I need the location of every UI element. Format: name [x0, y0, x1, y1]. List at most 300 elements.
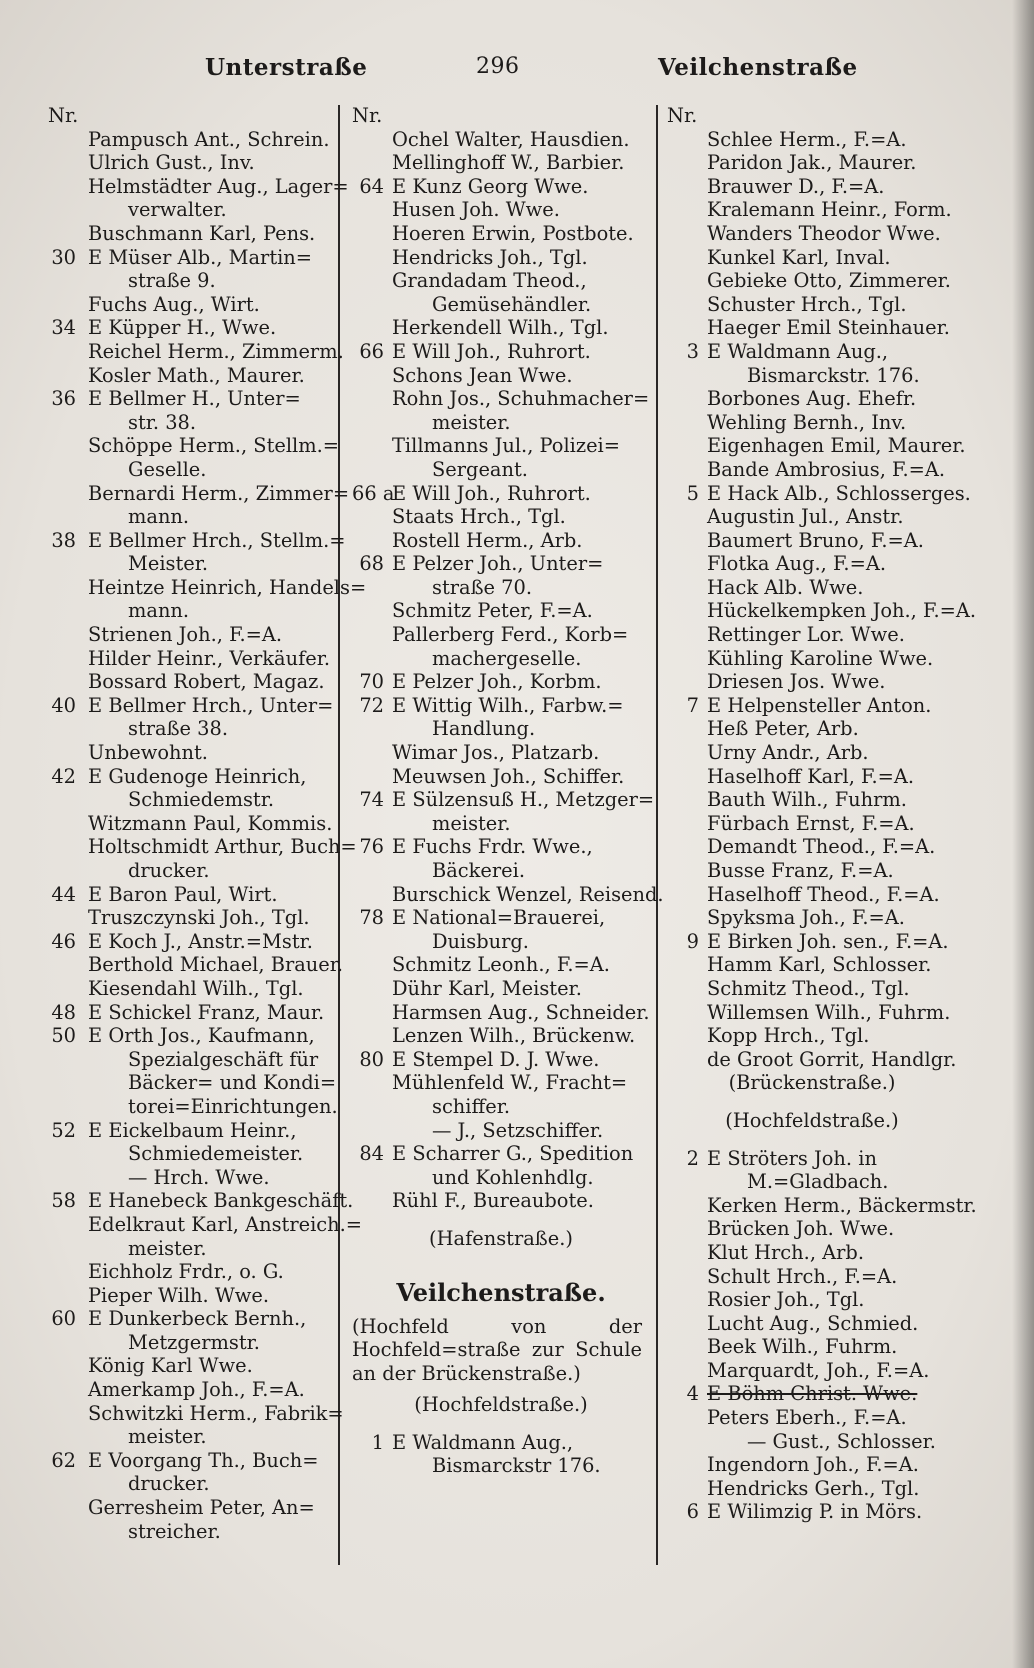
- resident-entry: Willemsen Wilh., Fuhrm.: [707, 1000, 951, 1024]
- resident-entry: Schmitz Peter, F.=A.: [392, 599, 593, 623]
- directory-entry: [352, 741, 650, 765]
- resident-entry: Driesen Jos. Wwe.: [707, 670, 886, 694]
- house-number: 76: [359, 835, 384, 859]
- resident-entry: Urny Andr., Arb.: [707, 741, 869, 765]
- directory-entry: [667, 1359, 957, 1383]
- directory-entry: [352, 1024, 650, 1048]
- resident-entry: Buschmann Karl, Pens.: [88, 221, 316, 245]
- resident-entry: Haeger Emil Steinhauer.: [707, 316, 950, 340]
- directory-entry: [48, 1284, 338, 1308]
- resident-entry: Baumert Bruno, F.=A.: [707, 528, 924, 552]
- resident-entry: E Voorgang Th., Buch=: [88, 1448, 319, 1472]
- directory-entry: [667, 222, 957, 246]
- resident-entry: Schmitz Theod., Tgl.: [707, 976, 910, 1000]
- house-number: 9: [686, 929, 699, 953]
- resident-entry: Geselle.: [128, 457, 207, 481]
- house-number: 66 a: [352, 481, 395, 505]
- directory-entry: [48, 623, 338, 647]
- directory-entry: [667, 1477, 957, 1501]
- resident-entry: Berthold Michael, Brauer.: [88, 953, 344, 977]
- resident-entry: Helmstädter Aug., Lager=: [88, 174, 349, 198]
- house-number: 7: [686, 693, 699, 717]
- directory-entry: [48, 953, 344, 977]
- directory-entry: [352, 128, 650, 152]
- resident-entry: Lucht Aug., Schmied.: [707, 1311, 919, 1335]
- resident-entry: Tillmanns Jul., Polizei=: [392, 434, 621, 458]
- house-number: 6: [686, 1500, 699, 1524]
- house-number: 36: [51, 387, 76, 411]
- directory-entry: [48, 1119, 338, 1143]
- resident-entry: Schöppe Herm., Stellm.=: [88, 434, 340, 458]
- directory-entry: [48, 505, 338, 529]
- house-number: 5: [686, 481, 699, 505]
- directory-entry: [667, 1217, 957, 1241]
- directory-entry: [48, 316, 338, 340]
- spacer: [352, 1417, 650, 1431]
- resident-entry: Brauwer D., F.=A.: [707, 174, 885, 198]
- directory-entry: [48, 694, 338, 718]
- resident-entry: E Waldmann Aug.,: [392, 1430, 574, 1454]
- directory-entry: [667, 1406, 957, 1430]
- directory-entry: [352, 576, 650, 600]
- directory-entry: [667, 953, 957, 977]
- directory-entry: [667, 647, 957, 671]
- house-number: 60: [51, 1307, 76, 1331]
- directory-entry: [667, 741, 957, 765]
- directory-entry: [667, 1193, 977, 1218]
- directory-entry: [667, 529, 957, 553]
- resident-entry: E Scharrer G., Spedition: [392, 1142, 634, 1166]
- directory-entry: [352, 812, 650, 836]
- resident-entry: Klut Hrch., Arb.: [707, 1240, 864, 1264]
- house-number: 50: [51, 1024, 76, 1048]
- directory-entry: [48, 411, 338, 435]
- resident-entry: Bismarckstr 176.: [432, 1454, 601, 1478]
- resident-entry: E Will Joh., Ruhrort.: [392, 481, 591, 505]
- directory-entry: [48, 647, 338, 671]
- directory-entry: [48, 1189, 354, 1213]
- resident-entry: E Bellmer Hrch., Unter=: [88, 693, 334, 717]
- directory-entry: [667, 1453, 957, 1477]
- house-number: 58: [51, 1189, 76, 1213]
- street-section-title: Veilchenstraße.: [396, 1277, 606, 1307]
- directory-entry: [667, 1241, 957, 1265]
- directory-entry: [667, 977, 957, 1001]
- directory-entry: [352, 458, 650, 482]
- resident-entry: E Gudenoge Heinrich,: [88, 764, 307, 788]
- spacer: [352, 1213, 650, 1227]
- directory-entry: [352, 930, 650, 954]
- resident-entry: Kosler Math., Maurer.: [88, 363, 305, 387]
- resident-entry: E Stempel D. J. Wwe.: [392, 1047, 600, 1071]
- directory-entry: [667, 788, 957, 812]
- directory-entry: [352, 670, 650, 694]
- resident-entry: Mühlenfeld W., Fracht=: [392, 1071, 628, 1095]
- resident-entry: Pallerberg Ferd., Korb=: [392, 623, 629, 647]
- house-number: 84: [359, 1142, 384, 1166]
- resident-entry: Spezialgeschäft für: [128, 1047, 319, 1071]
- resident-entry: Haselhoff Karl, F.=A.: [707, 764, 915, 788]
- directory-entry: [667, 1500, 957, 1524]
- directory-entry: [667, 1024, 957, 1048]
- resident-entry: Schuster Hrch., Tgl.: [707, 292, 907, 316]
- house-number: 30: [51, 245, 76, 269]
- resident-entry: Bauth Wilh., Fuhrm.: [707, 788, 907, 812]
- directory-entry: [48, 151, 338, 175]
- directory-entry: [352, 953, 650, 977]
- directory-entry: [48, 1095, 338, 1119]
- directory-entry: [667, 505, 957, 529]
- directory-entry: [48, 458, 338, 482]
- resident-entry: Hoeren Erwin, Postbote.: [392, 221, 634, 245]
- directory-entry: [667, 906, 957, 930]
- resident-entry: Peters Eberh., F.=A.: [707, 1406, 907, 1430]
- house-number: 1: [371, 1430, 384, 1454]
- directory-entry: [48, 1001, 338, 1025]
- resident-entry: meister.: [128, 1236, 207, 1260]
- directory-entry: [352, 765, 650, 789]
- house-number: 44: [51, 882, 76, 906]
- resident-entry: Burschick Wenzel, Reisend.: [392, 882, 664, 906]
- directory-entry: [352, 882, 664, 907]
- directory-entry: [667, 930, 957, 954]
- resident-entry: E Waldmann Aug.,: [707, 339, 889, 363]
- resident-entry: Pieper Wilh. Wwe.: [88, 1283, 270, 1307]
- directory-entry: [667, 1288, 957, 1312]
- resident-entry: M.=Gladbach.: [747, 1170, 889, 1194]
- resident-entry: König Karl Wwe.: [88, 1354, 253, 1378]
- house-number: 74: [359, 788, 384, 812]
- resident-entry: de Groot Gorrit, Handlgr.: [707, 1047, 957, 1071]
- house-number: 38: [51, 528, 76, 552]
- directory-entry: [667, 552, 957, 576]
- resident-entry: Schmiedemeister.: [128, 1142, 304, 1166]
- resident-entry: Hamm Karl, Schlosser.: [707, 953, 932, 977]
- resident-entry: Demandt Theod., F.=A.: [707, 835, 936, 859]
- directory-entry: [48, 1237, 338, 1261]
- directory-entry: [667, 1430, 957, 1454]
- resident-entry: Truszczynski Joh., Tgl.: [88, 906, 310, 930]
- spacer: [352, 1251, 650, 1265]
- directory-entry: [352, 694, 650, 718]
- resident-entry: Ingendorn Joh., F.=A.: [707, 1453, 919, 1477]
- directory-entry: [667, 883, 957, 907]
- resident-entry: Hendricks Joh., Tgl.: [392, 245, 588, 269]
- resident-entry: Rosier Joh., Tgl.: [707, 1288, 865, 1312]
- nr-label: Nr.: [352, 104, 383, 127]
- resident-entry: E Müser Alb., Martin=: [88, 245, 313, 269]
- directory-entry: [667, 1312, 957, 1336]
- directory-entry: [667, 198, 957, 222]
- resident-entry: Heintze Heinrich, Handels=: [88, 575, 367, 599]
- resident-entry: Eichholz Frdr., o. G.: [88, 1260, 284, 1284]
- directory-entry: [667, 364, 957, 388]
- resident-entry: straße 38.: [128, 717, 229, 741]
- resident-entry: Unbewohnt.: [88, 741, 208, 765]
- directory-entry: [667, 859, 957, 883]
- directory-entry: [667, 269, 957, 293]
- resident-entry: Schult Hrch., F.=A.: [707, 1264, 898, 1288]
- resident-entry: Kiesendahl Wilh., Tgl.: [88, 976, 304, 1000]
- resident-entry: Mellinghoff W., Barbier.: [392, 151, 625, 175]
- directory-entry: [48, 174, 349, 199]
- directory-entry: [667, 1335, 957, 1359]
- house-number: 78: [359, 906, 384, 930]
- resident-entry: Paridon Jak., Maurer.: [707, 151, 917, 175]
- running-head-left: Unterstraße: [205, 54, 368, 81]
- resident-entry: Fürbach Ernst, F.=A.: [707, 811, 915, 835]
- directory-entry: [352, 717, 650, 741]
- directory-entry: [48, 859, 338, 883]
- column-3: [667, 104, 977, 1524]
- resident-entry: Wanders Theodor Wwe.: [707, 221, 941, 245]
- directory-entry: [667, 1170, 957, 1194]
- directory-entry: [667, 812, 957, 836]
- directory-entry: [352, 1119, 650, 1143]
- directory-entry: [352, 434, 650, 458]
- resident-entry: Rühl F., Bureaubote.: [392, 1189, 594, 1213]
- directory-entry: [48, 1472, 338, 1496]
- nr-column-label: [352, 104, 650, 128]
- house-number: 48: [51, 1000, 76, 1024]
- directory-entry: [352, 1431, 650, 1455]
- house-number: 46: [51, 929, 76, 953]
- house-number: 4: [686, 1382, 699, 1406]
- directory-entry: [667, 246, 957, 270]
- directory-entry: [48, 883, 338, 907]
- resident-entry: Eigenhagen Emil, Maurer.: [707, 434, 966, 458]
- directory-entry: [667, 623, 957, 647]
- running-head-right: Veilchenstraße: [658, 54, 858, 81]
- resident-entry: Meister.: [128, 552, 209, 576]
- column-1: [48, 104, 367, 1543]
- house-number: 2: [686, 1146, 699, 1170]
- house-number: 66: [359, 339, 384, 363]
- resident-entry: Schwitzki Herm., Fabrik=: [88, 1401, 344, 1425]
- resident-entry: Harmsen Aug., Schneider.: [392, 1000, 650, 1024]
- resident-entry: drucker.: [128, 859, 210, 882]
- house-number: 40: [51, 693, 76, 717]
- directory-entry: [48, 481, 350, 506]
- directory-entry: [667, 670, 957, 694]
- resident-entry: straße 70.: [432, 575, 533, 599]
- resident-entry: straße 9.: [128, 269, 216, 293]
- resident-entry: E Böhm Christ. Wwe.: [707, 1382, 918, 1406]
- house-number: 52: [51, 1118, 76, 1142]
- resident-entry: Staats Hrch., Tgl.: [392, 505, 566, 529]
- directory-entry: [48, 977, 338, 1001]
- directory-entry: [352, 552, 650, 576]
- resident-entry: mann.: [128, 505, 190, 529]
- resident-entry: E Baron Paul, Wirt.: [88, 882, 278, 906]
- resident-entry: — Gust., Schlosser.: [747, 1429, 936, 1453]
- resident-entry: Borbones Aug. Ehefr.: [707, 387, 917, 411]
- directory-entry: [48, 575, 367, 600]
- directory-entry: [48, 1024, 338, 1048]
- resident-entry: Bande Ambrosius, F.=A.: [707, 457, 946, 481]
- directory-entry: [667, 128, 957, 152]
- resident-entry: E Hack Alb., Schlosserges.: [707, 481, 971, 505]
- directory-entry: [667, 1265, 957, 1289]
- directory-entry: [352, 906, 650, 930]
- resident-entry: E Schickel Franz, Maur.: [88, 1000, 325, 1024]
- resident-entry: Handlung.: [432, 717, 536, 741]
- resident-entry: Bäcker= und Kondi=: [128, 1071, 337, 1095]
- resident-entry: Holtschmidt Arthur, Buch=: [88, 835, 357, 859]
- house-number: 42: [51, 764, 76, 788]
- directory-entry: [352, 175, 650, 199]
- resident-entry: schiffer.: [432, 1094, 511, 1118]
- resident-entry: Gebieke Otto, Zimmerer.: [707, 269, 951, 293]
- directory-entry: [352, 316, 650, 340]
- directory-entry: [48, 1496, 338, 1520]
- directory-entry: [667, 717, 957, 741]
- directory-entry: [667, 835, 957, 859]
- resident-entry: Kopp Hrch., Tgl.: [707, 1024, 870, 1048]
- street-section-description: (Hochfeld von der Hochfeld=straße zur Schule an der Brückenstraße.): [352, 1314, 642, 1385]
- resident-entry: E Will Joh., Ruhrort.: [392, 339, 591, 363]
- directory-entry: [48, 741, 338, 765]
- directory-entry: [667, 481, 971, 506]
- directory-entry: [48, 364, 338, 388]
- directory-entry: [352, 482, 650, 506]
- resident-entry: E Fuchs Frdr. Wwe.,: [392, 835, 593, 859]
- resident-entry: machergeselle.: [432, 646, 582, 670]
- resident-entry: E Küpper H., Wwe.: [88, 316, 277, 340]
- directory-entry: [48, 1449, 338, 1473]
- directory-entry: [667, 387, 957, 411]
- resident-entry: Husen Joh. Wwe.: [392, 198, 560, 222]
- directory-entry: [352, 647, 650, 671]
- directory-entry: [48, 434, 338, 458]
- resident-entry: Edelkraut Karl, Anstreich.=: [88, 1212, 363, 1236]
- directory-entry: [352, 198, 650, 222]
- resident-entry: Busse Franz, F.=A.: [707, 859, 894, 882]
- resident-entry: E Koch J., Anstr.=Mstr.: [88, 929, 313, 953]
- directory-entry: [48, 1354, 338, 1378]
- house-number: 62: [51, 1448, 76, 1472]
- directory-entry: [48, 1331, 338, 1355]
- resident-entry: Kühling Karoline Wwe.: [707, 646, 934, 670]
- column-divider-2: [656, 105, 658, 1565]
- resident-entry: E Pelzer Joh., Korbm.: [392, 670, 602, 694]
- cross-street-label: (Hochfeldstraße.): [414, 1393, 588, 1417]
- directory-entry: [352, 599, 650, 623]
- directory-entry: [667, 293, 957, 317]
- directory-entry: [667, 1001, 957, 1025]
- directory-entry: [667, 694, 957, 718]
- directory-entry: [667, 1382, 957, 1406]
- resident-entry: Gerresheim Peter, An=: [88, 1496, 315, 1520]
- resident-entry: Wimar Jos., Platzarb.: [392, 741, 600, 765]
- resident-entry: Hendricks Gerh., Tgl.: [707, 1476, 920, 1500]
- resident-entry: E Pelzer Joh., Unter=: [392, 552, 604, 576]
- directory-entry: [667, 1071, 957, 1095]
- directory-entry: [48, 528, 346, 553]
- resident-entry: Schons Jean Wwe.: [392, 363, 573, 387]
- directory-entry: [352, 529, 650, 553]
- resident-entry: Kralemann Heinr., Form.: [707, 198, 952, 222]
- resident-entry: Ochel Walter, Hausdien.: [392, 127, 630, 151]
- resident-entry: E Dunkerbeck Bernh.,: [88, 1307, 307, 1331]
- directory-entry: [667, 175, 957, 199]
- directory-entry: [667, 340, 957, 364]
- resident-entry: Reichel Herm., Zimmerm.: [88, 339, 344, 363]
- resident-entry: E Wittig Wilh., Farbw.=: [392, 693, 624, 717]
- house-number: 34: [51, 316, 76, 340]
- resident-entry: E Eickelbaum Heinr.,: [88, 1118, 297, 1142]
- nr-column-label: [667, 104, 957, 128]
- resident-entry: meister.: [128, 1425, 207, 1449]
- resident-entry: Hack Alb. Wwe.: [707, 575, 864, 599]
- directory-entry: [48, 599, 338, 623]
- resident-entry: meister.: [432, 410, 511, 434]
- directory-entry: [48, 1401, 344, 1426]
- resident-entry: Strienen Joh., F.=A.: [88, 623, 283, 647]
- resident-entry: Herkendell Wilh., Tgl.: [392, 316, 609, 340]
- resident-entry: Sergeant.: [432, 457, 528, 481]
- directory-entry: [48, 812, 338, 836]
- resident-entry: verwalter.: [128, 198, 227, 222]
- resident-entry: E Helpensteller Anton.: [707, 693, 932, 717]
- directory-entry: [48, 1260, 338, 1284]
- directory-entry: [352, 1048, 650, 1072]
- resident-entry: Duisburg.: [432, 929, 529, 953]
- resident-entry: Flotka Aug., F.=A.: [707, 552, 887, 576]
- directory-entry: [48, 835, 357, 859]
- resident-entry: Heß Peter, Arb.: [707, 717, 859, 741]
- resident-entry: und Kohlenhdlg.: [432, 1165, 594, 1189]
- directory-entry: [667, 411, 957, 435]
- directory-entry: [48, 222, 338, 246]
- directory-entry: [48, 1166, 338, 1190]
- directory-entry: [352, 411, 650, 435]
- house-number: 72: [359, 693, 384, 717]
- directory-entry: [352, 505, 650, 529]
- directory-entry: [667, 765, 957, 789]
- directory-entry: [48, 128, 338, 152]
- resident-entry: E Birken Joh. sen., F.=A.: [707, 929, 949, 953]
- resident-entry: Lenzen Wilh., Brückenw.: [392, 1024, 636, 1048]
- resident-entry: Schmitz Leonh., F.=A.: [392, 953, 610, 977]
- directory-entry: [667, 599, 977, 623]
- directory-entry: [48, 198, 338, 222]
- spacer: [667, 1133, 957, 1147]
- house-number: 3: [686, 339, 699, 363]
- directory-entry: [352, 1142, 650, 1166]
- directory-entry: [48, 670, 338, 694]
- directory-entry: [48, 1212, 363, 1237]
- directory-entry: [48, 1142, 338, 1166]
- directory-entry: [352, 364, 650, 388]
- directory-entry: [48, 269, 338, 293]
- resident-entry: E Bellmer H., Unter=: [88, 387, 301, 411]
- directory-entry: [667, 316, 957, 340]
- directory-entry: [48, 906, 338, 930]
- directory-entry: [48, 387, 338, 411]
- resident-entry: Dühr Karl, Meister.: [392, 976, 582, 1000]
- resident-entry: Hückelkempken Joh., F.=A.: [707, 599, 977, 623]
- directory-entry: [352, 269, 650, 293]
- directory-entry: [352, 293, 650, 317]
- resident-entry: Grandadam Theod.,: [392, 269, 587, 293]
- directory-entry: [667, 1147, 957, 1171]
- spacer: [667, 1095, 957, 1109]
- resident-entry: mann.: [128, 599, 190, 623]
- directory-entry: [667, 458, 957, 482]
- directory-entry: [352, 977, 650, 1001]
- resident-entry: Beek Wilh., Fuhrm.: [707, 1335, 898, 1359]
